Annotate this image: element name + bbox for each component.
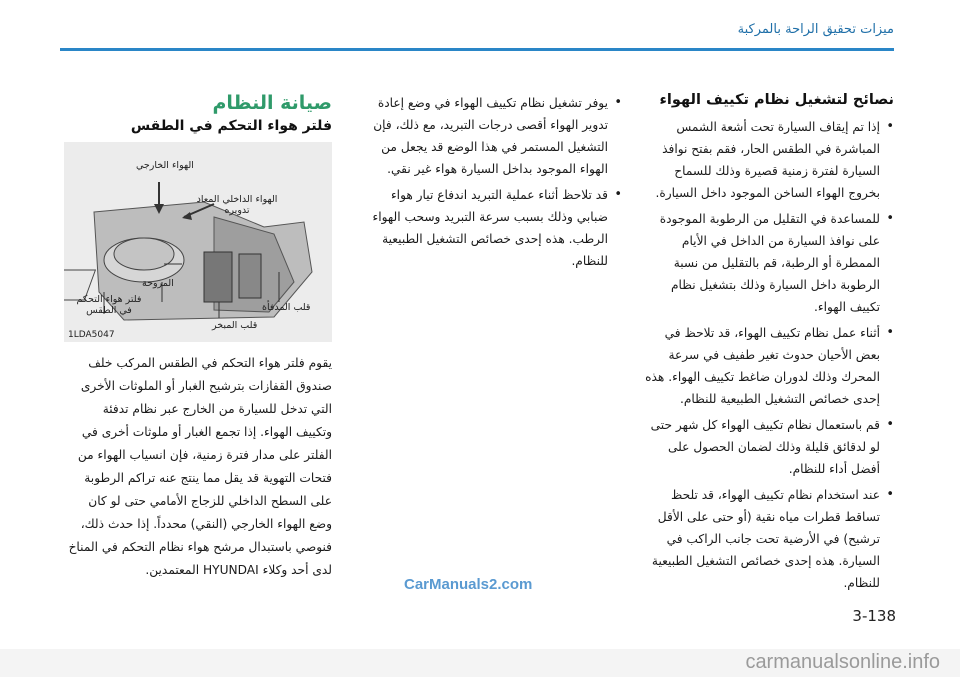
header-rule [60,48,894,51]
list-item: • قم باستعمال نظام تكييف الهواء كل شهر حتى لو لدقائق قليلة وذلك لضمان الحصول على أفضل أداء للنظام. [644,414,894,480]
filter-description: يقوم فلتر هواء التحكم في الطقس المركب خلف صندوق القفازات بترشيح الغبار أو الملوثات الأخرى التي تدخل للسيارة من الخارج عبر نظام تدفئة وتكييف الهواء. إذا تجمع الغبار أو ملوثات أخرى في الفلتر على مدار فترة زمنية، فإن انسياب الهواء من فتحات التهوية قد يقل مما ينتج عنه تراكم الرطوبة على السطح الداخلي للزجاج الأمامي حتى لو كان وضع الهواء الخارجي (النقي) محدداً. إذا حدث ذلك، فنوصي باستبدال مرشح هواء نظام التحكم في المناخ لدى أحد وكلاء HYUNDAI المعتمدين. [68,356,332,577]
section-title: صيانة النظام [212,92,332,114]
label-inside-air: الهواء الداخلي المعاد تدويره [196,194,278,216]
ac-tips-title: نصائح لتشغيل نظام تكييف الهواء [659,92,894,108]
filter-diagram [64,142,332,342]
figure-code: 1LDA5047 [68,330,115,340]
page-number: 3-138 [852,607,896,625]
watermark-site-link[interactable]: CarManuals2.com [404,576,533,593]
label-filter: فلتر هواء التحكم في الطقس [76,294,142,316]
list-item: • أثناء عمل نظام تكييف الهواء، قد تلاحظ في بعض الأحيان حدوث تغير طفيف في سرعة المحرك وذلك لدوران ضاغط تكييف الهواء. هذه إحدى خصائص التشغيل الطبيعية للنظام. [644,322,894,410]
middle-column [362,92,622,276]
label-heater-core: قلب المدفأة [262,302,311,313]
list-item: • عند استخدام نظام تكييف الهواء، قد تلحظ تساقط قطرات مياه نقية (أو حتى على الأقل ترشيح) في الأرضية تحت جانب الراكب في السيارة. هذه إحدى خصائص التشغيل الطبيعية للنظام. [644,484,894,594]
list-item: • يوفر تشغيل نظام تكييف الهواء في وضع إعادة تدوير الهواء أقصى درجات التبريد، مع ذلك، فإن التشغيل المستمر في هذا الوضع قد يجعل من الهواء الموجود بداخل السيارة هواء غير نقي. [362,92,622,180]
label-outside-air: الهواء الخارجي [136,160,194,171]
label-evaporator: قلب المبخر [212,320,258,331]
list-item: • إذا تم إيقاف السيارة تحت أشعة الشمس المباشرة في الطقس الحار، فقم بفتح نوافذ السيارة لفترة زمنية قصيرة وذلك للسماح بخروج الهواء الساخن الموجود داخل السيارة. [644,116,894,204]
section-subtitle: فلتر هواء التحكم في الطقس [130,118,332,134]
list-item: • قد تلاحظ أثناء عملية التبريد اندفاع تيار هواء ضبابي وذلك بسبب سرعة التبريد وسحب الهواء الرطب. هذه إحدى خصائص التشغيل الطبيعية للنظام. [362,184,622,272]
header-title: ميزات تحقيق الراحة بالمركبة [737,22,894,37]
watermark-bottom-text: carmanualsonline.info [745,651,940,673]
bottom-watermark-bar [0,649,960,677]
ac-tips-list [644,116,894,594]
ac-tips-list-continued [362,92,622,272]
right-column [644,92,894,598]
list-item: • للمساعدة في التقليل من الرطوبة الموجودة على نوافذ السيارة من الداخل في الأيام الممطرة أو الرطبة، قم بالتقليل من نسبة الرطوبة داخل السيارة وذلك بتشغيل نظام تكييف الهواء. [644,208,894,318]
label-fan: المروحة [142,278,174,289]
left-column [64,92,332,582]
